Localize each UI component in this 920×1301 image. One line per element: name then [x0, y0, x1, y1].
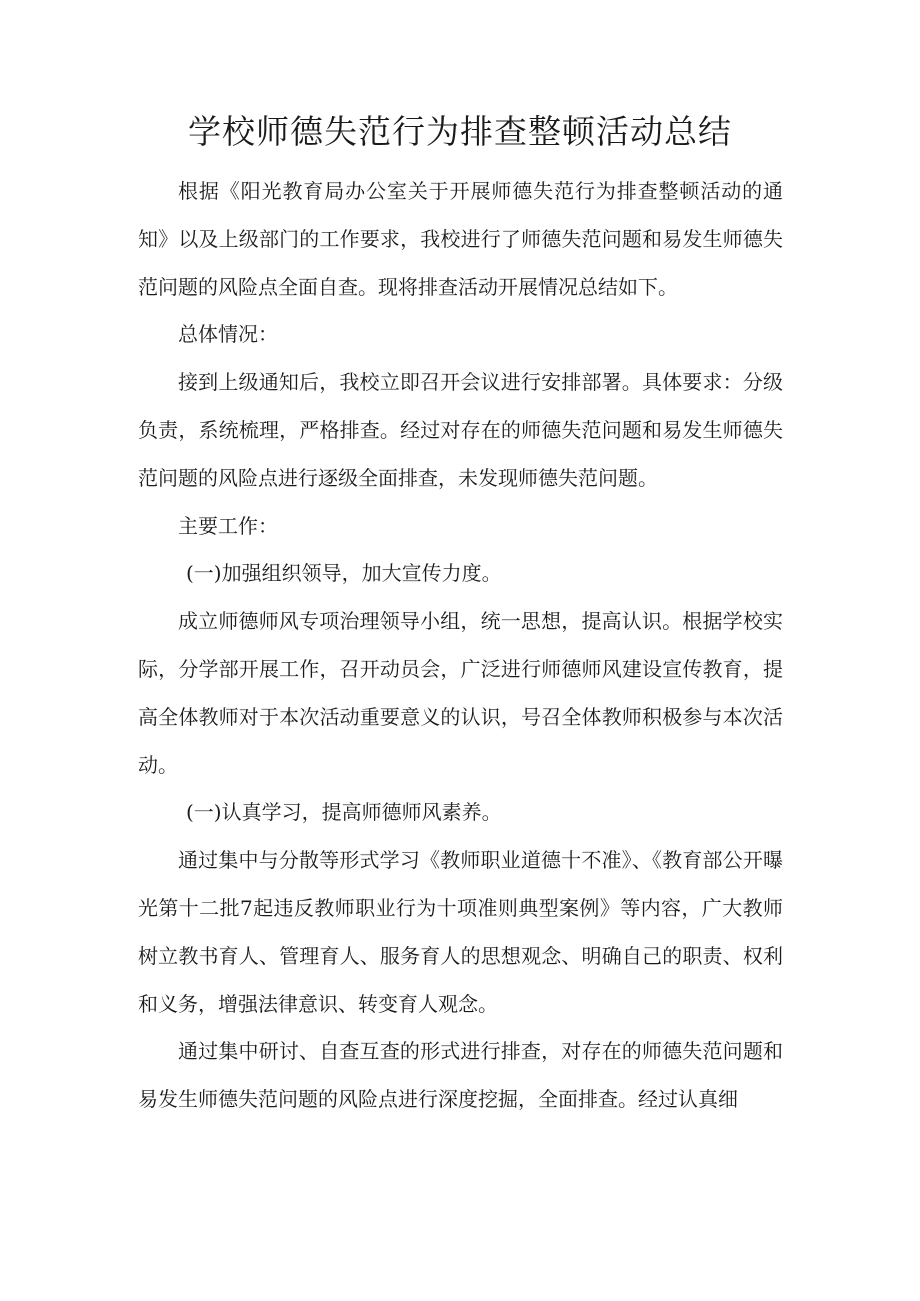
paragraph-investigation: 通过集中研讨、自查互查的形式进行排查，对存在的师德失范问题和易发生师德失范问题的风险点进行深度挖掘，全面排查。经过认真细 [138, 1039, 783, 1112]
paragraph-overall-situation: 接到上级通知后，我校立即召开会议进行安排部署。具体要求：分级负责，系统梳理，严格排查。经过对存在的师德失范问题和易发生师德失范问题的风险点进行逐级全面排查，未发现师德失范问题。 [138, 370, 783, 490]
subheading-study: (一)认真学习，提高师德师风素养。 [186, 800, 502, 825]
heading-main-work: 主要工作： [178, 513, 278, 538]
document-body [138, 168, 783, 1124]
heading-overall-situation: 总体情况： [178, 322, 278, 347]
subheading-organization: (一)加强组织领导，加大宣传力度。 [186, 561, 502, 586]
paragraph-study: 通过集中与分散等形式学习《教师职业道德十不准》、《教育部公开曝光第十二批7起违反教师职业行为十项准则典型案例》等内容，广大教师树立教书育人、管理育人、服务育人的思想观念、明确自己的职责、权利和义务，增强法律意识、转变育人观念。 [138, 848, 783, 1016]
document-title: 学校师德失范行为排查整顿活动总结 [188, 112, 732, 151]
paragraph-intro: 根据《阳光教育局办公室关于开展师德失范行为排查整顿活动的通知》以及上级部门的工作要求，我校进行了师德失范问题和易发生师德失范问题的风险点全面自查。现将排查活动开展情况总结如下。 [138, 179, 783, 299]
paragraph-organization: 成立师德师风专项治理领导小组，统一思想，提高认识。根据学校实际，分学部开展工作，召开动员会，广泛进行师德师风建设宣传教育，提高全体教师对于本次活动重要意义的认识，号召全体教师积极参与本次活动。 [138, 609, 783, 777]
